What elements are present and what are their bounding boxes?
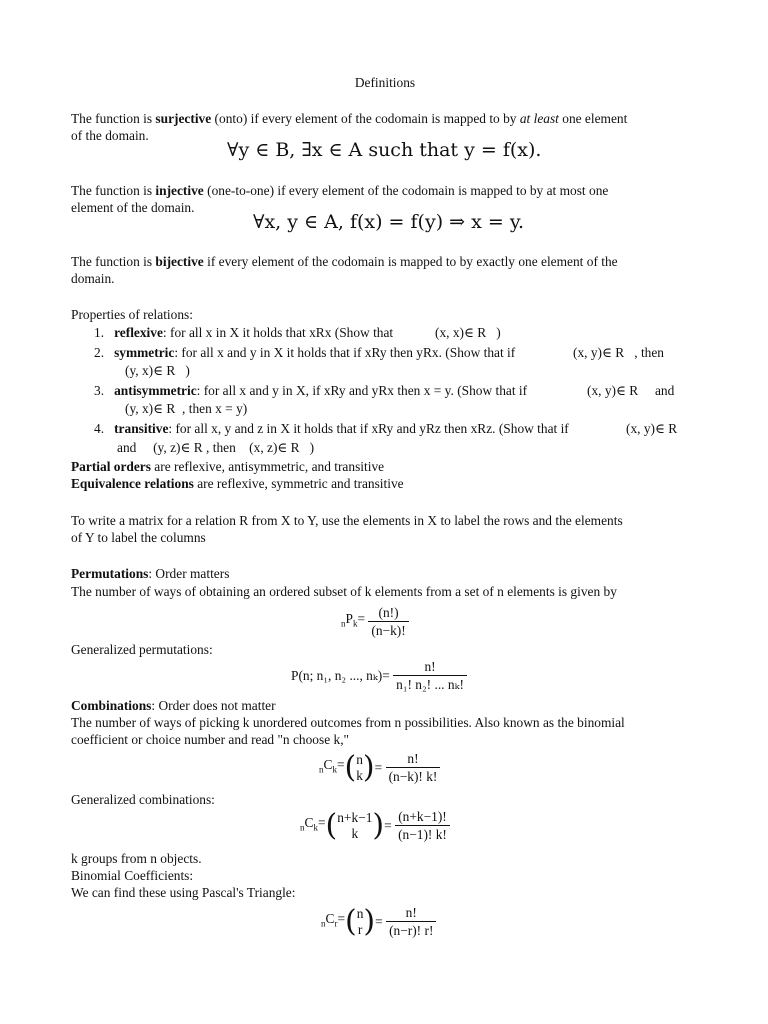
relation-item-antisymmetric: 3. antisymmetric: for all x and y in X, if xRy and yRx then x = y. (Show that if: [94, 383, 528, 398]
binomial-formula: $_nC_r=$( n r )= $\frac{n!}{(n-r)! r!}$: [321, 904, 436, 939]
generalized-permutations-heading: Generalized permutations:: [71, 642, 213, 657]
matrix-line1: To write a matrix for a relation R from X to Y, use the elements in X to label the rows and the elements: [71, 513, 623, 528]
relation-math-transitive: (x, y)∈ R: [626, 421, 678, 436]
surjective-formula: ∀y ∈ B, ∃x ∈ A such that y = f(x).: [227, 139, 542, 161]
combinations-description-line2: coefficient or choice number and read "n choose k,": [71, 732, 350, 747]
relation-math-transitive-cont: and (y, z)∈ R , then (x, z)∈ R ): [117, 440, 315, 455]
bijective-definition-line2: domain.: [71, 271, 115, 286]
equivalence-relations-line: Equivalence relations are reflexive, symmetric and transitive: [71, 476, 404, 491]
relation-math-antisymmetric: (x, y)∈ R and: [587, 383, 675, 398]
relation-math-symmetric-cont: (y, x)∈ R ): [125, 363, 190, 378]
relation-item-transitive: 4. transitive: for all x, y and z in X it holds that if xRy and yRz then xRz. (Show that if: [94, 421, 569, 436]
permutations-description: The number of ways of obtaining an ordered subset of k elements from a set of n elements is given by: [71, 584, 617, 599]
matrix-line2: of Y to label the columns: [71, 530, 206, 545]
k-groups-line: k groups from n objects.: [71, 851, 202, 866]
binomial-coefficients-heading: Binomial Coefficients:: [71, 868, 194, 883]
relation-math-antisymmetric-cont: (y, x)∈ R , then x = y): [125, 401, 248, 416]
permutations-heading: Permutations: Order matters: [71, 566, 230, 581]
permutation-formula: $_nP_k=$ $\frac{(n!)}{(n-k)!}$: [341, 604, 409, 639]
injective-formula: ∀x, y ∈ A, f(x) = f(y) ⇒ x = y.: [253, 211, 525, 233]
combinations-heading: Combinations: Order does not matter: [71, 698, 276, 713]
combinations-description-line1: The number of ways of picking k unordered outcomes from n possibilities. Also known as the binomial: [71, 715, 625, 730]
generalized-combination-formula: $_nC_k=$( n+k−1 k )= $\frac{(n+k-1)!}{(n-1)! k!}$: [300, 808, 450, 843]
term-bijective: bijective: [155, 254, 204, 269]
pascal-line: We can find these using Pascal's Triangle:: [71, 885, 296, 900]
surjective-definition-line2: of the domain.: [71, 128, 149, 143]
injective-definition-line1: The function is injective (one-to-one) if every element of the codomain is mapped to by at most one: [71, 183, 609, 198]
generalized-combinations-heading: Generalized combinations:: [71, 792, 215, 807]
relation-math-symmetric: (x, y)∈ R , then: [573, 345, 664, 360]
term-injective: injective: [155, 183, 204, 198]
term-surjective: surjective: [155, 111, 212, 126]
surjective-definition-line1: The function is surjective (onto) if every element of the codomain is mapped to by at least one element: [71, 111, 628, 126]
partial-orders-line: Partial orders are reflexive, antisymmetric, and transitive: [71, 459, 385, 474]
injective-definition-line2: element of the domain.: [71, 200, 195, 215]
page-title: Definitions: [354, 75, 416, 90]
relation-item-reflexive: 1. reflexive: for all x in X it holds that xRx (Show that: [94, 325, 394, 340]
bijective-definition-line1: The function is bijective if every element of the codomain is mapped to by exactly one element of the: [71, 254, 618, 269]
relations-heading: Properties of relations:: [71, 307, 193, 322]
generalized-permutation-formula: P(n; n₁, n₂ ..., nₖ)= $\frac{n!}{\text{n₁! n₂! ... nₖ!}}$: [291, 658, 467, 693]
relation-item-symmetric: 2. symmetric: for all x and y in X it holds that if xRy then yRx. (Show that if: [94, 345, 516, 360]
relation-math-reflexive: (x, x)∈ R ): [435, 325, 501, 340]
combination-formula: $_nC_k=$( n k )= $\frac{n!}{(n-k)! k!}$: [319, 750, 440, 785]
